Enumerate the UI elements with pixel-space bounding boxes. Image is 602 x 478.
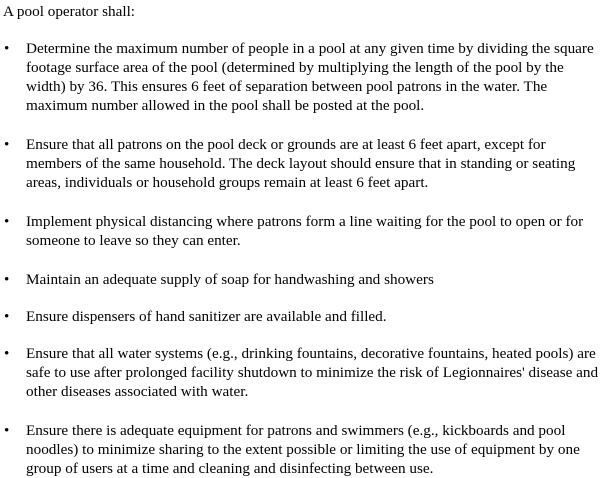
bullet-icon: • xyxy=(4,136,10,153)
bullet-icon: • xyxy=(4,213,10,230)
list-item xyxy=(3,307,599,326)
bullet-icon: • xyxy=(4,271,10,288)
list-item-text: Maintain an adequate supply of soap for handwashing and showers xyxy=(26,271,434,288)
list-item xyxy=(3,270,599,289)
bullet-icon: • xyxy=(4,422,10,439)
bullet-icon: • xyxy=(4,308,10,325)
intro-text: A pool operator shall: xyxy=(3,3,136,20)
document-body xyxy=(3,0,599,478)
list-item-text: Ensure dispensers of hand sanitizer are available and filled. xyxy=(26,308,387,325)
bullet-icon: • xyxy=(4,40,10,57)
list-item-text: Determine the maximum number of people in a pool at any given time by dividing the square footage surface area of the pool (determined by multiplying the length of the pool by the width) by 36. This ensures 6 feet of separation between pool patrons in the water. The maximum number allowed in the pool shall be posted at the pool. xyxy=(26,40,594,114)
list-item-text: Ensure that all water systems (e.g., drinking fountains, decorative fountains, heated pools) are safe to use after prolonged facility shutdown to minimize the risk of Legionnaires' disease and other diseases associated with water. xyxy=(26,345,599,400)
list-item xyxy=(3,344,599,401)
list-item xyxy=(3,212,599,250)
requirements-list xyxy=(3,39,599,478)
bullet-icon: • xyxy=(4,345,10,362)
list-item-text: Ensure there is adequate equipment for patrons and swimmers (e.g., kickboards and pool noodles) to minimize sharing to the extent possible or limiting the use of equipment by one group of users at a time and cleaning and disinfecting between use. xyxy=(26,422,580,477)
list-item-text: Ensure that all patrons on the pool deck or grounds are at least 6 feet apart, except for members of the same household. The deck layout should ensure that in standing or seating areas, individuals or household groups remain at least 6 feet apart. xyxy=(26,136,576,191)
list-item xyxy=(3,39,599,115)
list-item-text: Implement physical distancing where patrons form a line waiting for the pool to open or for someone to leave so they can enter. xyxy=(26,213,584,249)
list-item xyxy=(3,421,599,478)
list-item xyxy=(3,135,599,192)
